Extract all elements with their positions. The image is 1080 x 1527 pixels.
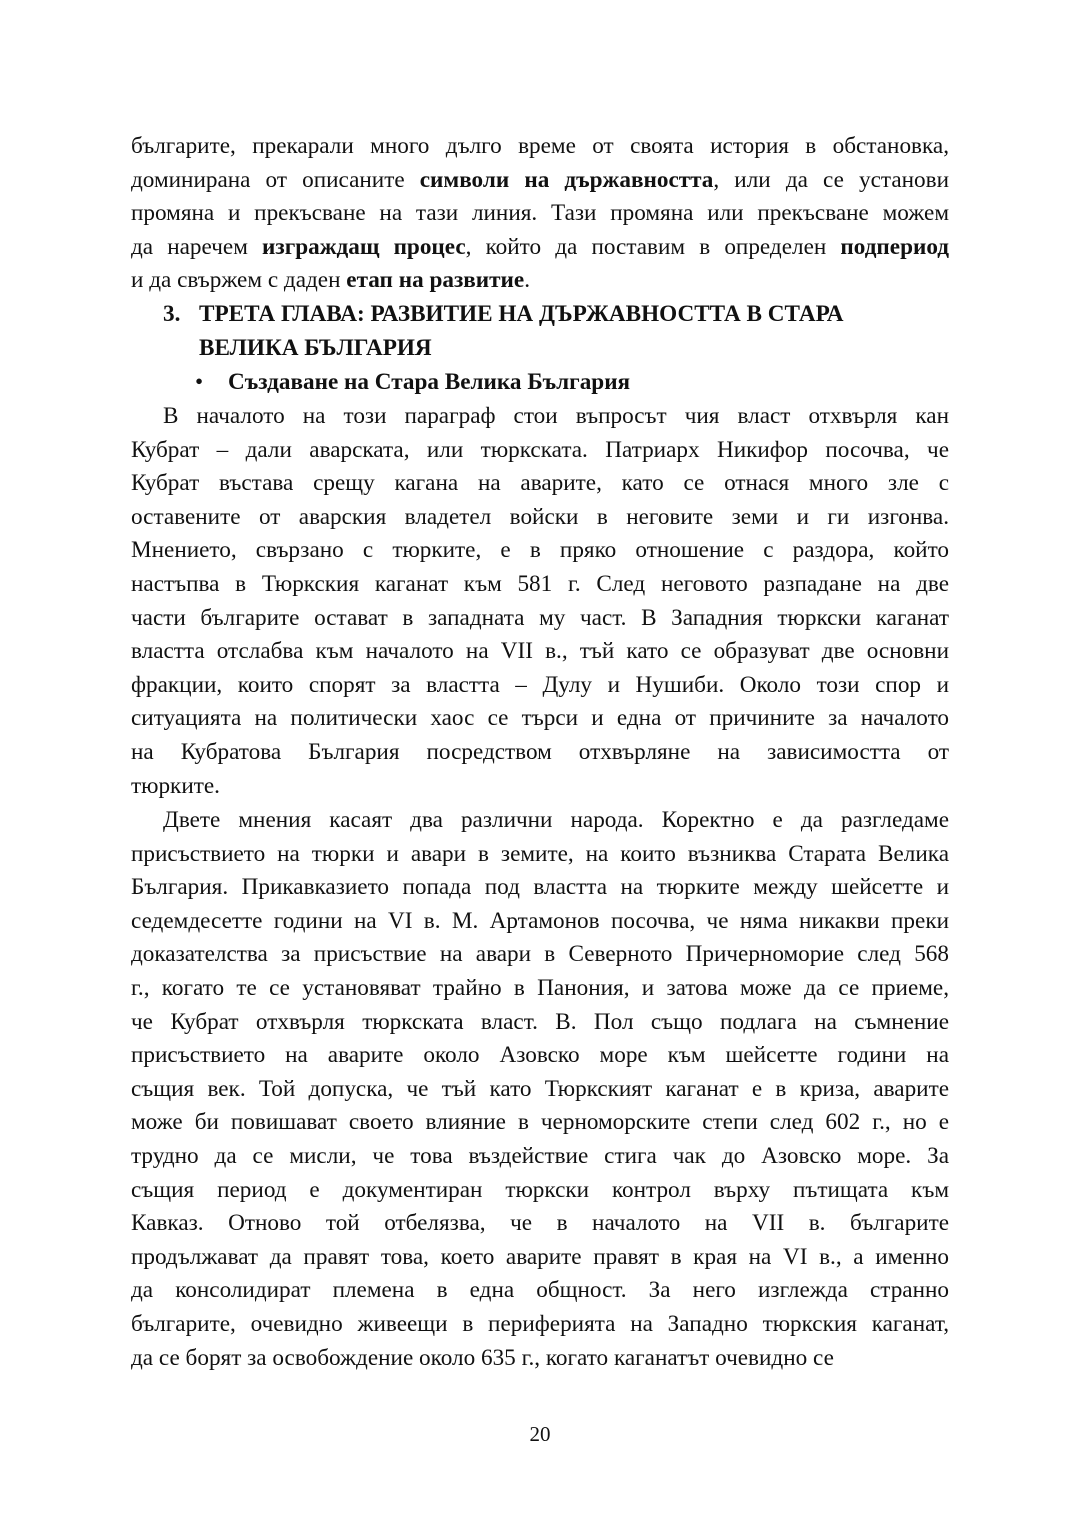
bullet-icon: • [195,369,204,395]
text-line: части българите остават в западната му част. В Западния тюркски каганат [131,604,949,631]
text-line: българите, очевидно живеещи в периферията на Западно тюркския каганат, [131,1310,949,1337]
intro-paragraph [131,130,949,298]
text-line: г., когато те се установяват трайно в Панония, и затова може да се приеме, [131,974,949,1001]
text-line: тюрките. [131,772,220,799]
chapter-title-line-1: ТРЕТА ГЛАВА: РАЗВИТИЕ НА ДЪРЖАВНОСТТА В СТАРА [199,301,844,327]
text-line: седемдесетте години на VI в. М. Артамонов посочва, че няма никакви преки [131,907,949,934]
chapter-title-line-2: ВЕЛИКА БЪЛГАРИЯ [199,334,432,361]
text-line: може би повишават своето влияние в черноморските степи след 602 г., но е [131,1109,949,1136]
text-span: , който да поставим в определен [465,233,841,260]
intro-line-3: промяна и прекъсване на тази линия. Тази промяна или прекъсване можем [131,200,949,227]
bold-term: символи на държавността [419,166,714,193]
text-line: Кубрат въстава срещу кагана на аварите, като се отнася много зле с [131,470,949,497]
text-line: да се борят за освобождение около 635 г., когато каганатът очевидно се [131,1344,834,1371]
text-span: , или да се установи [713,166,949,193]
text-line: оставените от аварския владетел войски в неговите земи и ги изгонва. [131,503,949,530]
text-line: настъпва в Тюркския каганат към 581 г. След неговото разпадане на две [131,570,949,597]
text-line: същия период е документиран тюркски контрол върху пътищата към [131,1176,949,1203]
chapter-number: 3. [163,301,181,327]
text-line: Мнението, свързано с тюрките, е в пряко отношение с раздора, който [131,537,949,564]
intro-line-4 [131,231,949,265]
bold-term: изграждащ процес [262,233,466,260]
text-line: Двете мнения касаят два различни народа. Коректно е да разгледаме [163,807,949,833]
text-line: ситуацията на политически хаос се търси и една от причините за началото [131,705,949,732]
intro-line-5 [131,264,949,298]
bold-term: подпериод [840,233,949,260]
text-line: България. Прикавказието попада под властта на тюрките между шейсетте и [131,874,949,901]
text-line: че Кубрат отхвърля тюркската власт. В. Пол също подлага на съмнение [131,1008,949,1035]
intro-line-1: българите, прекарали много дълго време от своята история в обстановка, [131,133,949,159]
text-span: доминирана от описаните [131,166,420,193]
text-span: и да свържем с даден [131,267,347,294]
paragraph-1 [131,400,949,803]
paragraph-2 [131,804,949,1375]
text-line: присъствието на аварите около Азовско море към шейсетте години на [131,1042,949,1069]
text-line: фракции, които спорят за властта – Дулу и Нушиби. Около този спор и [131,671,949,698]
section-title: Създаване на Стара Велика България [228,369,631,395]
section-heading [195,366,630,400]
text-line: доказателства за присъствие на авари в Северното Причерноморие след 568 [131,941,949,968]
text-line: Кавказ. Отново той отбелязва, че в началото на VII в. българите [131,1210,949,1237]
intro-line-2 [131,164,949,198]
text-line: да консолидират племена в една общност. За него изглежда странно [131,1277,949,1304]
bold-term: етап на развитие [346,267,525,294]
chapter-heading [163,298,963,365]
text-line: властта отслабва към началото на VII в., тъй като се образуват две основни [131,638,949,665]
text-line: трудно да се мисли, че това въздействие стига чак до Азовско море. За [131,1142,949,1169]
text-line: В началото на този параграф стои въпросът чия власт отхвърля кан [163,403,949,429]
text-span: . [524,267,530,294]
text-line: продължават да правят това, което аварите правят в края на VI в., а именно [131,1243,949,1270]
page-number: 20 [529,1422,551,1446]
text-span: да наречем [131,233,263,260]
text-line: присъствието на тюрки и авари в земите, на които възниква Старата Велика [131,840,949,867]
text-line: Кубрат – дали аварската, или тюркската. Патриарх Никифор посочва, че [131,436,949,463]
text-line: същия век. Той допуска, че тъй като Тюркският каганат е в криза, аварите [131,1075,949,1102]
text-line: на Кубратова България посредством отхвърляне на зависимостта от [131,738,949,765]
